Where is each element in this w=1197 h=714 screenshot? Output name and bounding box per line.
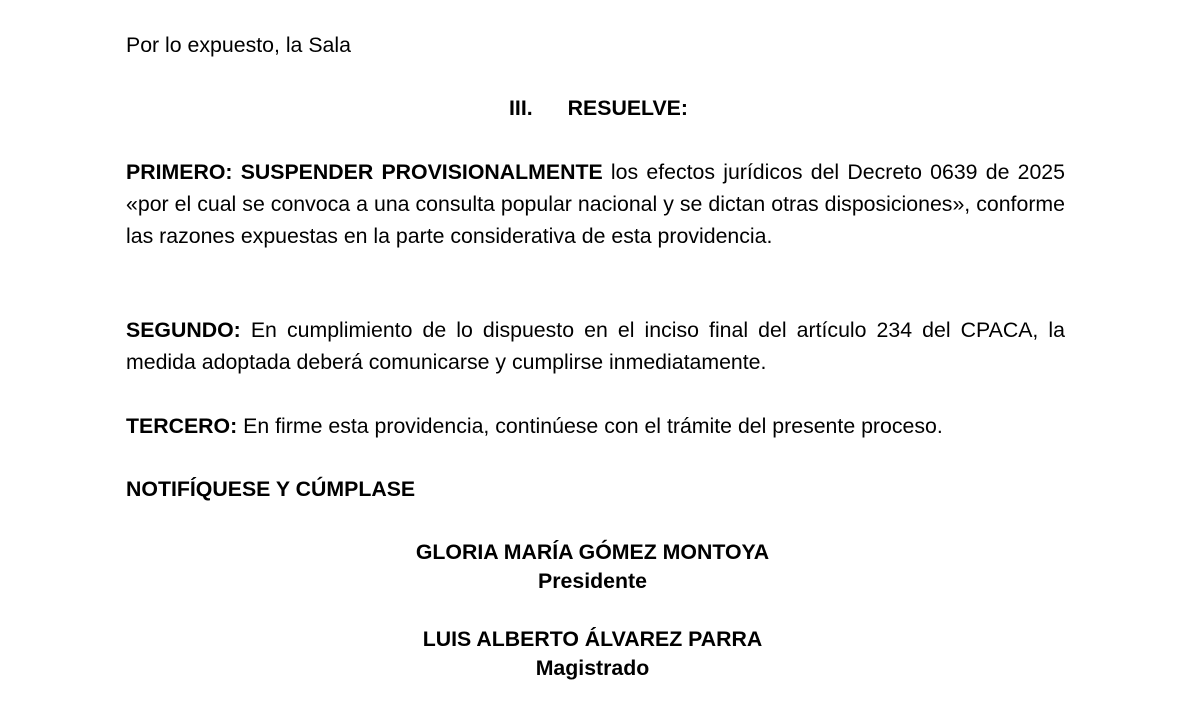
tercero-text: En firme esta providencia, continúese con el trámite del presente proceso. <box>237 414 943 438</box>
section-heading <box>0 92 1197 124</box>
primero-text: los efectos jurídicos del Decreto 0639 de 2025 «por el cual se convoca a una consulta popular nacional y se dictan otras disposiciones», conforme las razones expuestas en la parte considerativa de esta providencia. <box>126 160 1065 248</box>
primero-label: PRIMERO: SUSPENDER PROVISIONALMENTE <box>126 160 603 184</box>
signatory-role: Magistrado <box>535 656 650 680</box>
segundo-label: SEGUNDO: <box>126 318 241 342</box>
signatory-name: GLORIA MARÍA GÓMEZ MONTOYA <box>415 540 770 564</box>
signature-block-2 <box>0 625 1185 683</box>
intro-text: Por lo expuesto, la Sala <box>126 33 351 57</box>
section-number: III. <box>509 96 533 120</box>
tercero-label: TERCERO: <box>126 414 238 438</box>
closing-text: NOTIFÍQUESE Y CÚMPLASE <box>126 477 416 501</box>
paragraph-primero <box>126 156 1065 252</box>
signature-block-1 <box>0 538 1185 596</box>
signatory-role: Presidente <box>538 569 647 593</box>
segundo-text: En cumplimiento de lo dispuesto en el inciso final del artículo 234 del CPACA, la medida adoptada deberá comunicarse y cumplirse inmediatamente. <box>126 318 1065 374</box>
paragraph-tercero <box>126 410 943 442</box>
section-title: RESUELVE: <box>567 96 688 120</box>
signatory-name: LUIS ALBERTO ÁLVAREZ PARRA <box>422 627 763 651</box>
paragraph-segundo <box>126 314 1065 378</box>
